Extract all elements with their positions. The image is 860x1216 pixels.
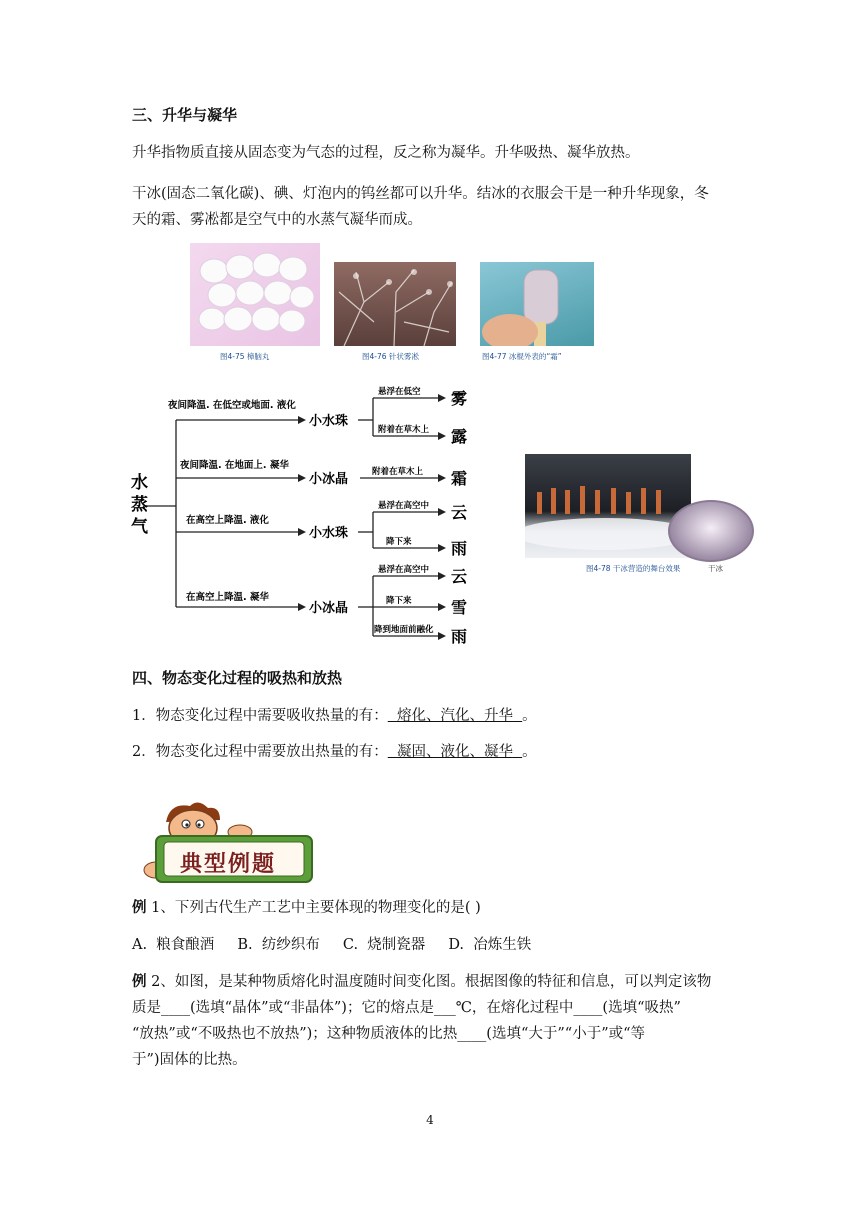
dry-ice-inset-photo: [668, 500, 754, 562]
example-1-question: [132, 895, 481, 921]
result-dew: 露: [451, 427, 468, 446]
branch4-sub1: 悬浮在高空中: [378, 565, 430, 575]
result-fog: 雾: [451, 389, 468, 408]
diagram-source-char1: 水: [131, 473, 148, 493]
heat-item-absorb-suffix: 。: [522, 708, 537, 724]
branch1-node: 小水珠: [309, 414, 349, 429]
branch3-condition: 在高空上降温. 液化: [186, 515, 269, 526]
section-heading-heat: 四、物态变化过程的吸热和放热: [132, 669, 343, 687]
example-2-line3: “放热”或“不吸热也不放热”)；这种物质液体的比热____(选填“大于”“小于”或“等: [132, 1026, 646, 1042]
heat-item-release: [132, 739, 537, 765]
paragraph-definition: 升华指物质直接从固态变为气态的过程，反之称为凝华。升华吸热、凝华放热。: [132, 145, 640, 161]
camphor-balls-photo: [190, 243, 320, 346]
example-2-line2: 质是____(选填“晶体”或“非晶体”)；它的熔点是___℃，在熔化过程中____(选填“吸热”: [132, 1000, 681, 1016]
branch2-node: 小冰晶: [309, 472, 349, 487]
caption-fig78: 图4-78 干冰营造的舞台效果: [586, 564, 681, 573]
example-2-line4: 于”)固体的比热。: [132, 1052, 247, 1068]
result-cloud-1: 云: [451, 503, 468, 522]
result-cloud-2: 云: [451, 567, 468, 586]
figure-strip: [190, 243, 594, 367]
branch3-node: 小水珠: [309, 526, 349, 541]
diagram-source: [131, 472, 154, 537]
branch1-sub1: 悬浮在低空: [378, 387, 421, 397]
heat-item-absorb-answer: [388, 708, 522, 724]
diagram-source-char3: 气: [131, 517, 148, 537]
branch4-node: 小冰晶: [309, 601, 349, 616]
banner-text: 典型例题: [180, 851, 277, 877]
heat-item-release-prefix: 2．物态变化过程中需要放出热量的有：: [132, 744, 388, 760]
diagram-source-char2: 蒸: [131, 495, 148, 515]
example-2-text-line1: 2、如图，是某种物质熔化时温度随时间变化图。根据图像的特征和信息，可以判定该物: [146, 974, 712, 990]
branch3-sub1: 悬浮在高空中: [378, 501, 430, 511]
result-rain-2: 雨: [451, 627, 468, 646]
branch2-sub1: 附着在草木上: [372, 467, 424, 477]
example-1-options: A. 粮食酿酒 B. 纺纱织布 C. 烧制瓷器 D. 冶炼生铁: [132, 937, 532, 953]
example-2-line1: [132, 969, 711, 995]
water-vapor-diagram: [128, 380, 488, 650]
branch1-sub2: 附着在草木上: [378, 425, 430, 435]
paragraph-examples-line1: 干冰(固态二氧化碳)、碘、灯泡内的钨丝都可以升华。结冰的衣服会干是一种升华现象，冬: [132, 186, 709, 202]
release-answer-text: 凝固、液化、凝华: [396, 744, 513, 760]
example-1-text: 1、下列古代生产工艺中主要体现的物理变化的是( ): [146, 900, 481, 916]
result-frost: 霜: [451, 469, 468, 488]
example-1-label: 例: [132, 899, 147, 916]
caption-fig75: 图4-75 樟脑丸: [220, 352, 270, 361]
heat-item-release-suffix: 。: [522, 744, 537, 760]
absorb-answer-text: 熔化、汽化、升华: [396, 708, 513, 724]
result-snow: 雪: [451, 598, 468, 617]
heat-item-release-answer: [388, 744, 522, 760]
branch4-sub2: 降下来: [386, 596, 412, 606]
page-number: 4: [426, 1113, 434, 1127]
branch1-condition: 夜间降温. 在低空或地面. 液化: [168, 400, 296, 411]
example-2-label: 例: [132, 973, 147, 990]
section-heading-sublimation: 三、升华与凝华: [132, 106, 238, 124]
result-rain-1: 雨: [451, 539, 468, 558]
branch4-sub3: 降到地面前融化: [374, 625, 434, 635]
rime-photo: [334, 262, 456, 346]
branch2-condition: 夜间降温. 在地面上. 凝华: [180, 460, 289, 471]
paragraph-examples-line2: 天的霜、雾凇都是空气中的水蒸气凝华而成。: [132, 212, 422, 228]
stage-dry-ice-photo: [525, 454, 691, 558]
branch4-condition: 在高空上降温. 凝华: [186, 592, 269, 603]
caption-fig76: 图4-76 针状雾凇: [362, 352, 419, 361]
caption-fig78-inset: 干冰: [708, 564, 723, 573]
caption-fig77: 图4-77 冰棍外表的“霜”: [482, 352, 562, 361]
heat-item-absorb-prefix: 1．物态变化过程中需要吸收热量的有：: [132, 708, 388, 724]
typical-examples-banner: [136, 800, 318, 886]
popsicle-frost-photo: [480, 262, 594, 346]
branch3-sub2: 降下来: [386, 537, 412, 547]
heat-item-absorb: [132, 703, 537, 729]
